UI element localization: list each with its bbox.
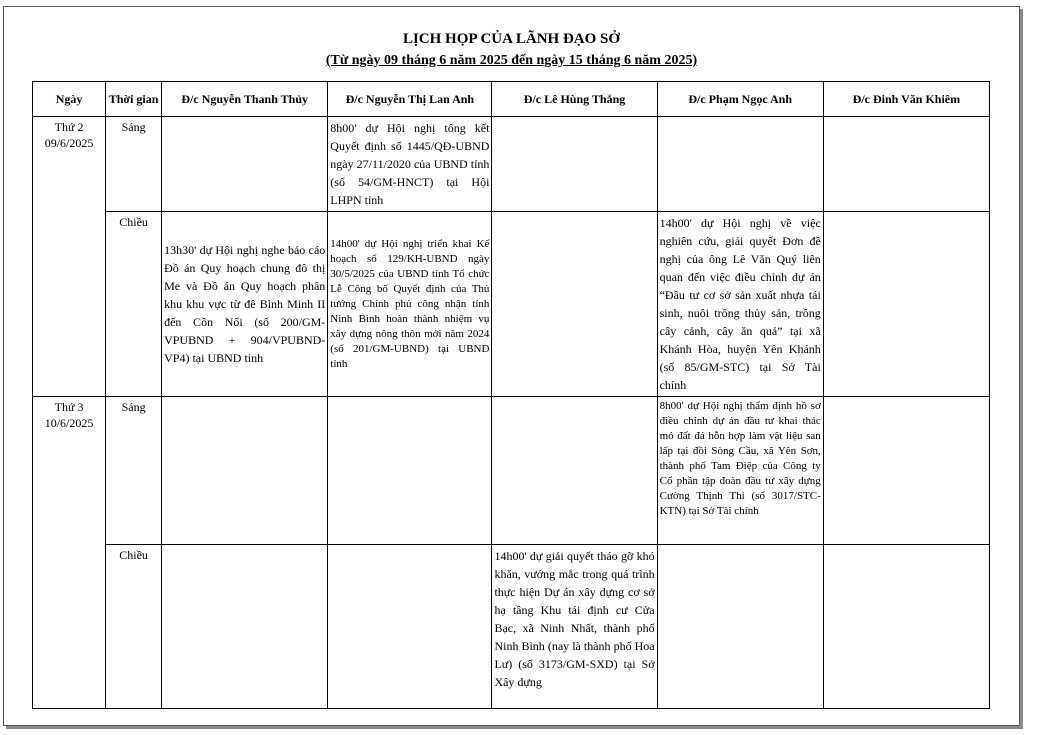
schedule-cell: 14h00' dự Hội nghị triển khai Kế hoạch số 129/KH-UBND ngày 30/5/2025 của UBND tỉnh Tổ chức Lễ Công bố Quyết định của Thủ tướng Chính phủ công nhận tỉnh Ninh Bình hoàn thành nhiệm vụ xây dựng nông thôn mới năm 2024 (số 201/GM-UBND) tại UBND tỉnh	[328, 212, 492, 397]
schedule-cell	[162, 397, 328, 545]
header-leader-3: Đ/c Lê Hùng Thắng	[492, 82, 657, 117]
schedule-cell: 8h00' dự Hội nghị tổng kết Quyết định số 1445/QĐ-UBND ngày 27/11/2020 của UBND tỉnh (số 54/GM-HNCT) tại Hội LHPN tỉnh	[328, 117, 492, 212]
session-cell: Chiều	[106, 545, 162, 709]
day-label: Thứ 3	[54, 400, 84, 414]
schedule-cell: 8h00' dự Hội nghị thẩm định hồ sơ điều chỉnh dự án đầu tư khai thác mỏ đất đá hỗn hợp làm vật liệu san lấp tại đồi Sòng Cầu, xã Yên Sơn, thành phố Tam Điệp của Công ty Cổ phần tập đoàn đầu tư xây dựng Cường Thịnh Thi (số 3017/STC-KTN) tại Sở Tài chính	[657, 397, 823, 545]
header-time: Thời gian	[106, 82, 162, 117]
schedule-cell	[492, 117, 657, 212]
schedule-cell	[657, 117, 823, 212]
session-cell: Sáng	[106, 397, 162, 545]
day-cell	[33, 397, 106, 709]
schedule-cell	[823, 397, 989, 545]
day-cell	[33, 117, 106, 397]
header-day: Ngày	[33, 82, 106, 117]
document-title: LỊCH HỌP CỦA LÃNH ĐẠO SỞ	[402, 31, 621, 47]
document-subtitle-text: (Từ ngày 09 tháng 6 năm 2025 đến ngày 15 tháng 6 năm 2025)	[325, 53, 698, 68]
session-cell: Sáng	[106, 117, 162, 212]
schedule-cell	[328, 545, 492, 709]
schedule-cell	[492, 397, 657, 545]
session-cell: Chiều	[106, 212, 162, 397]
schedule-cell: 14h00' dự giải quyết tháo gỡ khó khăn, vướng mắc trong quá trình thực hiện Dự án xây dựng cơ sở hạ tầng Khu tái định cư Cửa Bạc, xã Ninh Nhất, thành phố Ninh Bình (nay là thành phố Hoa Lư) (số 3173/GM-SXD) tại Sở Xây dựng	[492, 545, 657, 709]
schedule-cell	[657, 545, 823, 709]
document-subtitle	[4, 53, 1019, 69]
day-label: Thứ 2	[54, 120, 84, 134]
day-date: 10/6/2025	[44, 416, 94, 430]
schedule-cell	[823, 545, 989, 709]
header-leader-2: Đ/c Nguyễn Thị Lan Anh	[328, 82, 492, 117]
header-leader-1: Đ/c Nguyễn Thanh Thủy	[162, 82, 328, 117]
meeting-schedule-table	[32, 81, 990, 709]
schedule-cell	[162, 117, 328, 212]
table-row	[33, 545, 990, 709]
schedule-cell	[823, 212, 989, 397]
header-leader-4: Đ/c Phạm Ngọc Anh	[657, 82, 823, 117]
table-row	[33, 212, 990, 397]
schedule-cell: 13h30' dự Hội nghị nghe báo cáo Đồ án Quy hoạch chung đô thị Me và Đồ án Quy hoạch phân khu khu vực từ đê Bình Minh II đến Cồn Nổi (số 200/GM-VPUBND + 904/VPUBND-VP4) tại UBND tỉnh	[162, 212, 328, 397]
header-leader-5: Đ/c Đinh Văn Khiêm	[823, 82, 989, 117]
header-row	[33, 82, 990, 117]
day-date: 09/6/2025	[44, 136, 94, 150]
schedule-cell	[823, 117, 989, 212]
schedule-cell	[492, 212, 657, 397]
table-row	[33, 397, 990, 545]
table-row	[33, 117, 990, 212]
schedule-cell	[162, 545, 328, 709]
schedule-cell: 14h00' dự Hội nghị về việc nghiên cứu, giải quyết Đơn đề nghị của ông Lê Văn Quý liên quan đến việc điều chỉnh dự án “Đầu tư cơ sở sản xuất nhựa tái sinh, nuôi trồng thủy sản, trồng cây cảnh, cây ăn quả” tại xã Khánh Hòa, huyện Yên Khánh (số 85/GM-STC) tại Sở Tài chính	[657, 212, 823, 397]
schedule-cell	[328, 397, 492, 545]
